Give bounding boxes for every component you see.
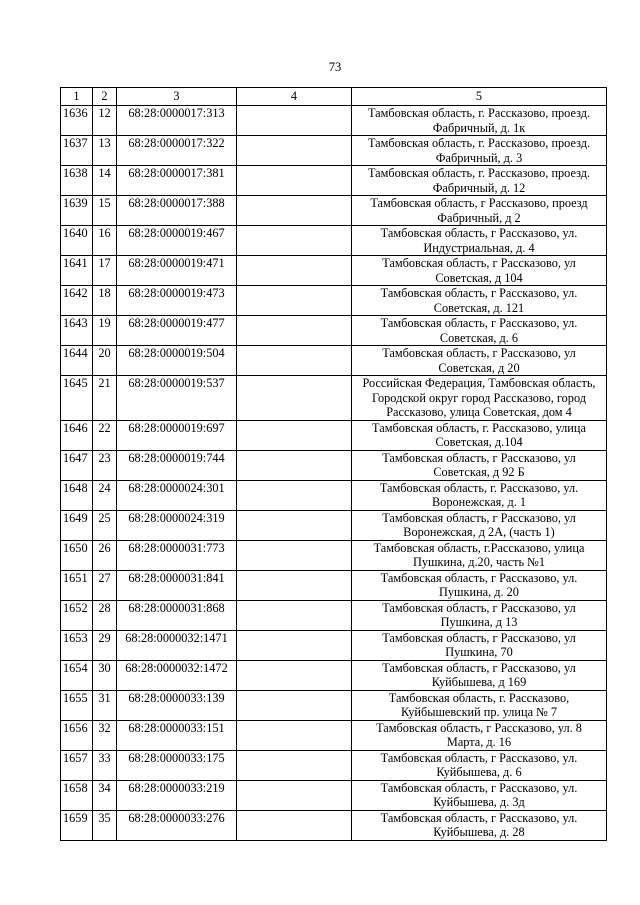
address-cell (352, 570, 607, 600)
table-row (61, 420, 607, 450)
column-4-cell (237, 376, 352, 421)
page-number: 73 (328, 60, 342, 74)
table-row (61, 810, 607, 840)
address-line: Советская, д 104 (435, 270, 523, 285)
column-header: 2 (93, 88, 117, 106)
address-line: Куйбышева, д. 3д (433, 795, 525, 809)
column-4-cell (237, 600, 352, 630)
column-header: 4 (237, 88, 352, 106)
address-line: Советская, д 20 (438, 360, 520, 375)
register-table (60, 87, 607, 841)
cadastral-number-cell: 68:28:0000033:276 (117, 810, 237, 840)
address-line: Пушкина, д. 20 (439, 585, 519, 599)
column-4-cell (237, 780, 352, 810)
address-line: Пушкина, 70 (445, 645, 513, 659)
address-line: Куйбышева, д. 28 (433, 825, 525, 839)
address-cell (352, 630, 607, 660)
address-line: Тамбовская область, г Рассказово, проезд (370, 196, 588, 210)
address-line: Тамбовская область, г Рассказово, ул. 8 (376, 720, 582, 735)
address-line: Тамбовская область, г Рассказово, ул (382, 510, 576, 525)
address-line: Тамбовская область, г. Рассказово, улица (372, 420, 586, 435)
item-index-cell: 28 (93, 600, 117, 630)
address-cell (352, 780, 607, 810)
row-number-cell: 1641 (61, 256, 93, 286)
table-row (61, 166, 607, 196)
row-number-cell: 1640 (61, 226, 93, 256)
item-index-cell: 14 (93, 166, 117, 196)
row-number-cell: 1638 (61, 166, 93, 196)
item-index-cell: 26 (93, 540, 117, 570)
address-line: Тамбовская область, г Рассказово, ул. (380, 570, 578, 585)
row-number-cell: 1647 (61, 450, 93, 480)
table-row (61, 540, 607, 570)
column-4-cell (237, 690, 352, 720)
cadastral-number-cell: 68:28:0000033:151 (117, 720, 237, 750)
address-cell (352, 810, 607, 840)
cadastral-number-cell: 68:28:0000017:322 (117, 136, 237, 166)
item-index-cell: 12 (93, 106, 117, 136)
address-line: Тамбовская область, г. Рассказово, проезд. (367, 166, 591, 180)
column-4-cell (237, 136, 352, 166)
table-row (61, 780, 607, 810)
cadastral-number-cell: 68:28:0000019:504 (117, 346, 237, 376)
address-line: Рассказово, улица Советская, дом 4 (386, 405, 572, 419)
column-4-cell (237, 166, 352, 196)
table-row (61, 630, 607, 660)
column-4-cell (237, 420, 352, 450)
item-index-cell: 25 (93, 510, 117, 540)
address-line: Воронежская, д 2А, (часть 1) (403, 525, 555, 539)
table-row (61, 106, 607, 136)
row-number-cell: 1644 (61, 346, 93, 376)
address-cell (352, 346, 607, 376)
row-number-cell: 1650 (61, 540, 93, 570)
address-cell (352, 226, 607, 256)
address-cell (352, 136, 607, 166)
address-line: Тамбовская область, г Рассказово, ул (382, 600, 576, 615)
address-line: Воронежская, д. 1 (431, 495, 527, 509)
address-line: Тамбовская область, г Рассказово, ул (382, 630, 576, 645)
address-line: Тамбовская область, г Рассказово, ул (382, 256, 576, 270)
cadastral-number-cell: 68:28:0000033:139 (117, 690, 237, 720)
address-cell (352, 316, 607, 346)
row-number-cell: 1659 (61, 810, 93, 840)
cadastral-number-cell: 68:28:0000019:473 (117, 286, 237, 316)
table-row (61, 600, 607, 630)
address-line: Пушкина, д.20, часть №1 (412, 555, 546, 569)
table-row (61, 480, 607, 510)
item-index-cell: 13 (93, 136, 117, 166)
row-number-cell: 1637 (61, 136, 93, 166)
address-line: Советская, д 92 Б (433, 465, 525, 479)
item-index-cell: 27 (93, 570, 117, 600)
address-cell (352, 480, 607, 510)
table-row (61, 660, 607, 690)
cadastral-number-cell: 68:28:0000019:744 (117, 450, 237, 480)
column-4-cell (237, 480, 352, 510)
address-line: Тамбовская область, г.Рассказово, улица (373, 540, 585, 555)
table-row (61, 286, 607, 316)
row-number-cell: 1649 (61, 510, 93, 540)
address-line: Тамбовская область, г. Рассказово, ул. (379, 480, 579, 495)
table-row (61, 196, 607, 226)
address-line: Фабричный, д 2 (437, 210, 521, 225)
item-index-cell: 31 (93, 690, 117, 720)
row-number-cell: 1655 (61, 690, 93, 720)
column-header: 3 (117, 88, 237, 106)
table-header-row (61, 88, 607, 106)
table-row (61, 720, 607, 750)
item-index-cell: 21 (93, 376, 117, 421)
cadastral-number-cell: 68:28:0000033:175 (117, 750, 237, 780)
address-line: Куйбышева, д 169 (431, 675, 527, 689)
address-line: Советская, д.104 (435, 435, 523, 449)
address-line: Фабричный, д. 12 (432, 180, 526, 195)
cadastral-number-cell: 68:28:0000019:471 (117, 256, 237, 286)
item-index-cell: 35 (93, 810, 117, 840)
address-line: Индустриальная, д. 4 (423, 240, 535, 255)
column-4-cell (237, 196, 352, 226)
address-cell (352, 540, 607, 570)
address-line: Российская Федерация, Тамбовская область, (362, 376, 596, 390)
row-number-cell: 1658 (61, 780, 93, 810)
cadastral-number-cell: 68:28:0000032:1471 (117, 630, 237, 660)
address-cell (352, 196, 607, 226)
row-number-cell: 1645 (61, 376, 93, 421)
address-cell (352, 286, 607, 316)
item-index-cell: 20 (93, 346, 117, 376)
item-index-cell: 33 (93, 750, 117, 780)
row-number-cell: 1653 (61, 630, 93, 660)
address-line: Тамбовская область, г Рассказово, ул. (380, 316, 578, 330)
column-4-cell (237, 286, 352, 316)
address-line: Марта, д. 16 (446, 735, 512, 749)
table-row (61, 226, 607, 256)
address-cell (352, 690, 607, 720)
address-cell (352, 166, 607, 196)
table-row (61, 376, 607, 421)
address-line: Тамбовская область, г Рассказово, ул. (380, 286, 578, 300)
address-cell (352, 720, 607, 750)
address-line: Тамбовская область, г Рассказово, ул (382, 660, 576, 675)
address-line: Пушкина, д 13 (440, 615, 518, 629)
table-row (61, 570, 607, 600)
column-4-cell (237, 106, 352, 136)
column-4-cell (237, 630, 352, 660)
address-line: Фабричный, д. 3 (435, 150, 523, 165)
address-line: Тамбовская область, г Рассказово, ул (382, 346, 576, 360)
table-row (61, 346, 607, 376)
column-4-cell (237, 660, 352, 690)
row-number-cell: 1657 (61, 750, 93, 780)
table-row (61, 750, 607, 780)
row-number-cell: 1654 (61, 660, 93, 690)
item-index-cell: 23 (93, 450, 117, 480)
address-line: Советская, д. 121 (433, 300, 525, 315)
item-index-cell: 16 (93, 226, 117, 256)
row-number-cell: 1656 (61, 720, 93, 750)
address-line: Тамбовская область, г Рассказово, ул. (380, 810, 578, 825)
address-line: Тамбовская область, г Рассказово, ул (382, 450, 576, 465)
row-number-cell: 1636 (61, 106, 93, 136)
item-index-cell: 32 (93, 720, 117, 750)
address-line: Тамбовская область, г Рассказово, ул. (380, 780, 578, 795)
address-cell (352, 510, 607, 540)
cadastral-number-cell: 68:28:0000019:537 (117, 376, 237, 421)
cadastral-number-cell: 68:28:0000031:841 (117, 570, 237, 600)
cadastral-number-cell: 68:28:0000032:1472 (117, 660, 237, 690)
item-index-cell: 24 (93, 480, 117, 510)
address-cell (352, 450, 607, 480)
row-number-cell: 1643 (61, 316, 93, 346)
address-line: Фабричный, д. 1к (432, 120, 526, 135)
address-line: Тамбовская область, г. Рассказово, проезд. (367, 106, 591, 120)
table-row (61, 510, 607, 540)
cadastral-number-cell: 68:28:0000019:467 (117, 226, 237, 256)
address-line: Городской округ город Рассказово, город (371, 390, 587, 405)
address-line: Тамбовская область, г. Рассказово, (388, 690, 570, 705)
cadastral-number-cell: 68:28:0000019:477 (117, 316, 237, 346)
item-index-cell: 29 (93, 630, 117, 660)
column-4-cell (237, 540, 352, 570)
cadastral-number-cell: 68:28:0000017:388 (117, 196, 237, 226)
item-index-cell: 19 (93, 316, 117, 346)
column-4-cell (237, 346, 352, 376)
column-4-cell (237, 226, 352, 256)
table-body (61, 106, 607, 841)
item-index-cell: 15 (93, 196, 117, 226)
column-4-cell (237, 316, 352, 346)
cadastral-number-cell: 68:28:0000033:219 (117, 780, 237, 810)
address-line: Куйбышевский пр. улица № 7 (400, 705, 558, 719)
address-cell (352, 376, 607, 421)
table-row (61, 690, 607, 720)
cadastral-number-cell: 68:28:0000017:381 (117, 166, 237, 196)
cadastral-number-cell: 68:28:0000017:313 (117, 106, 237, 136)
column-4-cell (237, 720, 352, 750)
item-index-cell: 18 (93, 286, 117, 316)
column-4-cell (237, 810, 352, 840)
table-row (61, 136, 607, 166)
address-line: Тамбовская область, г Рассказово, ул. (380, 750, 578, 765)
item-index-cell: 22 (93, 420, 117, 450)
address-cell (352, 750, 607, 780)
column-4-cell (237, 256, 352, 286)
address-line: Тамбовская область, г. Рассказово, проезд. (367, 136, 591, 150)
table-row (61, 450, 607, 480)
address-line: Советская, д. 6 (439, 330, 519, 345)
row-number-cell: 1646 (61, 420, 93, 450)
column-4-cell (237, 450, 352, 480)
cadastral-number-cell: 68:28:0000031:773 (117, 540, 237, 570)
address-cell (352, 660, 607, 690)
address-cell (352, 106, 607, 136)
row-number-cell: 1651 (61, 570, 93, 600)
address-cell (352, 600, 607, 630)
address-cell (352, 420, 607, 450)
row-number-cell: 1648 (61, 480, 93, 510)
table-row (61, 316, 607, 346)
cadastral-number-cell: 68:28:0000019:697 (117, 420, 237, 450)
cadastral-number-cell: 68:28:0000024:301 (117, 480, 237, 510)
column-header: 5 (352, 88, 607, 106)
address-line: Куйбышева, д. 6 (436, 765, 522, 779)
item-index-cell: 34 (93, 780, 117, 810)
address-cell (352, 256, 607, 286)
column-4-cell (237, 510, 352, 540)
cadastral-number-cell: 68:28:0000031:868 (117, 600, 237, 630)
column-header: 1 (61, 88, 93, 106)
address-line: Тамбовская область, г Рассказово, ул. (380, 226, 578, 240)
row-number-cell: 1642 (61, 286, 93, 316)
row-number-cell: 1639 (61, 196, 93, 226)
item-index-cell: 17 (93, 256, 117, 286)
row-number-cell: 1652 (61, 600, 93, 630)
column-4-cell (237, 750, 352, 780)
table-row (61, 256, 607, 286)
cadastral-number-cell: 68:28:0000024:319 (117, 510, 237, 540)
column-4-cell (237, 570, 352, 600)
item-index-cell: 30 (93, 660, 117, 690)
